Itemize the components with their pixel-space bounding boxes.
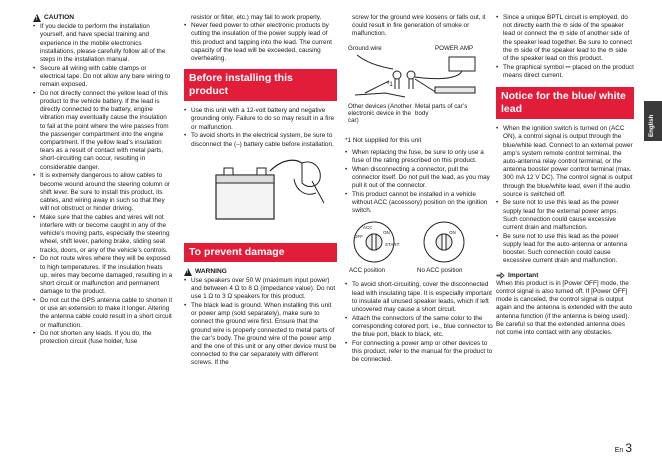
before-installing-list xyxy=(184,107,337,149)
list-item: • Secure all wiring with cable clamps or electrical tape. Do not allow any bare wiring to remain exposed. xyxy=(33,65,173,90)
list-item: • If you decide to perform the installation yourself, and have special training and experience in the mobile electronics installations, please carefully follow all of the steps in the installation manual. xyxy=(33,23,173,64)
list-item: • When disconnecting a connector, pull the connector itself. Do not pull the lead, as you may pull it out of the connector. xyxy=(345,166,493,191)
ignition-no-acc-icon xyxy=(421,219,467,265)
power-list xyxy=(184,22,337,63)
acc-position-label: ACC position xyxy=(349,267,386,275)
important-text: When this product is in [Power OFF] mode, the control signal is also turned off. If [Power OFF] mode is canceled, the control signal is output again and the antenna is extended with the auto antenna function (if the antenna is being used). Be careful so that the extended antenna does not come into contact with any obstacles. xyxy=(496,279,633,336)
list-item: • For connecting a power amp or other devices to this product, refer to the manual for the product to be connected. xyxy=(345,340,493,365)
wiring-list xyxy=(345,281,493,364)
list-item: • To avoid shorts in the electrical system, be sure to disconnect the (–) battery cable before installation. xyxy=(184,132,337,148)
blue-white-list xyxy=(496,125,634,265)
list-item: • When the ignition switch is turned on (ACC ON), a control signal is output through the blue/white lead. Connect to an external power amp’s system remote control terminal, the auto-antenna relay control terminal, or the antenna booster power control terminal (max. 300 mA 12 V DC). The control signal is output through the blue/white lead, even if the audio source is switched off. xyxy=(496,125,634,199)
battery-icon xyxy=(184,153,334,237)
section-banner-before-installing: Before installing this product xyxy=(184,69,337,101)
section-banner-prevent-damage: To prevent damage xyxy=(184,243,337,262)
list-item: • Be sure not to use this lead as the power supply lead for the external power amps. Such connection could cause excessive current drain and malfunction. xyxy=(496,199,634,232)
list-item: • When replacing the fuse, be sure to only use a fuse of the rating prescribed on this product. xyxy=(345,149,493,165)
power-amp-label: POWER AMP xyxy=(435,44,474,52)
list-item: • Use this unit with a 12-volt battery and negative grounding only. Failure to do so may result in a fire or malfunction. xyxy=(184,107,337,132)
list-item: • Do not cut the GPS antenna cable to shorten it or use an extension to make it longer. Altering the antenna cable could result in a short circuit or malfunction. xyxy=(33,297,173,330)
on-mark: ON xyxy=(383,230,390,236)
list-item: • The black lead is ground. When installing this unit or power amp (sold separately), make sure to connect the ground wire first. Ensure that the ground wire is properly connected to metal parts of the car’s body. The ground wire of the power amp and the one of this unit or any other device must be connected to the car separately with different screws. If the xyxy=(184,302,337,368)
ignition-diagram xyxy=(345,219,493,277)
language-tab xyxy=(644,101,662,141)
caution-heading: ! CAUTION xyxy=(33,14,173,22)
ground-wire-label: Ground wire xyxy=(348,44,382,52)
list-item: • Never feed power to other electronic products by cutting the insulation of the power supply lead of this product and tapping into the lead. The current capacity of the lead will be exceeded, causing overheating. xyxy=(184,22,337,63)
page-prefix: En xyxy=(614,447,624,454)
column-4 xyxy=(496,14,634,337)
list-item: • Do not directly connect the yellow lead of this product to the vehicle battery. If the lead is directly connected to the battery, engine vibration may eventually cause the insulation to fail at the point where the wire passes from the passenger compartment into the engine compartment. If the yellow lead’s insulation tears as a result of contact with metal parts, short-circuiting can occur, resulting in considerable danger. xyxy=(33,90,173,172)
warning-triangle-icon: ! xyxy=(184,268,192,276)
continuation-text: resistor or filter, etc.) may fail to work properly. xyxy=(191,14,322,21)
continuation-text: screw for the ground wire loosens or falls out, it could result in fire generation of smoke or malfunction. xyxy=(352,14,486,38)
list-item: • To avoid short-circuiting, cover the disconnected lead with insulating tape. It is especially important to insulate all unused speaker leads, which if left uncovered may cause a short circuit. xyxy=(345,281,493,314)
important-heading: Important xyxy=(496,272,634,280)
wiring-diagram-icon xyxy=(345,53,493,101)
list-item: • Use speakers over 50 W (maximum input power) and between 4 Ω to 8 Ω (impedance value). Do not use 1 Ω to 3 Ω speakers for this product. xyxy=(184,277,337,302)
list-item: • This product cannot be installed in a vehicle without ACC (accessory) position on the ignition switch. xyxy=(345,191,493,216)
list-item: • Do not shorten any leads. If you do, the protection circuit (fuse holder, fuse xyxy=(33,330,173,346)
list-item: • It is extremely dangerous to allow cables to become wound around the steering column or shift lever. Be sure to install this product, its cables, and wiring away in such so that they will not obstruct or hinder driving. xyxy=(33,172,173,213)
other-devices-label: Other devices (Another electronic device in the car) xyxy=(348,102,412,125)
battery-illustration xyxy=(184,153,337,237)
column-1 xyxy=(33,14,173,347)
list-item: • Make sure that the cables and wires will not interfere with or become caught in any of the vehicle’s moving parts, especially the steering wheel, shift lever, parking brake, sliding seat tracks, doors, or any of the vehicle’s controls. xyxy=(33,214,173,255)
page-number-value: 3 xyxy=(625,441,632,455)
fuse-connector-list xyxy=(345,149,493,216)
warning-heading: ! WARNING xyxy=(184,268,337,276)
off-mark: OFF xyxy=(354,234,363,240)
list-item: • Do not route wires where they will be exposed to high temperatures. If the insulation heats up, wires may become damaged, resulting in a short circuit or malfunction and permanent damage to the product. xyxy=(33,255,173,296)
prevent-damage-list xyxy=(184,277,337,368)
column-2 xyxy=(184,14,337,368)
warning-triangle-icon: ! xyxy=(33,14,41,22)
caution-list xyxy=(33,23,173,346)
start-mark: START xyxy=(385,242,400,248)
list-item: • Since a unique BPTL circuit is employed, do not directly earth the ⊖ side of the speaker lead or connect the ⊖ side of another side of the speaker lead together. Be sure to connect the ⊖ side of the speaker lead to the ⊖ side of the speaker lead on this product. xyxy=(496,14,634,63)
acc-mark: ACC xyxy=(363,225,373,231)
important-hand-icon xyxy=(496,272,505,279)
metal-parts-label: Metal parts of car’s body xyxy=(415,102,468,118)
language-tab-label: English xyxy=(648,114,655,137)
section-banner-blue-white-lead: Notice for the blue/ white lead xyxy=(496,87,634,119)
list-item: • The graphical symbol ⎓ placed on the product means direct current. xyxy=(496,64,634,80)
column-3 xyxy=(345,14,493,365)
ground-wire-diagram xyxy=(345,45,493,133)
list-item: • Be sure not to use this lead as the power supply lead for the auto-antenna or antenna booster. Such connection could cause excessive current drain and malfunction. xyxy=(496,233,634,266)
bptl-list xyxy=(496,14,634,80)
page-number xyxy=(615,441,632,455)
list-item: • Attach the connectors of the same color to the corresponding colored port, i.e., blue connector to the blue port, black to black, etc. xyxy=(345,315,493,340)
on-mark: ON xyxy=(449,230,456,236)
marker-label: *1 xyxy=(387,80,393,88)
no-acc-position-label: No ACC position xyxy=(417,267,463,275)
footnote: *1 Not supplied for this unit xyxy=(345,136,422,144)
